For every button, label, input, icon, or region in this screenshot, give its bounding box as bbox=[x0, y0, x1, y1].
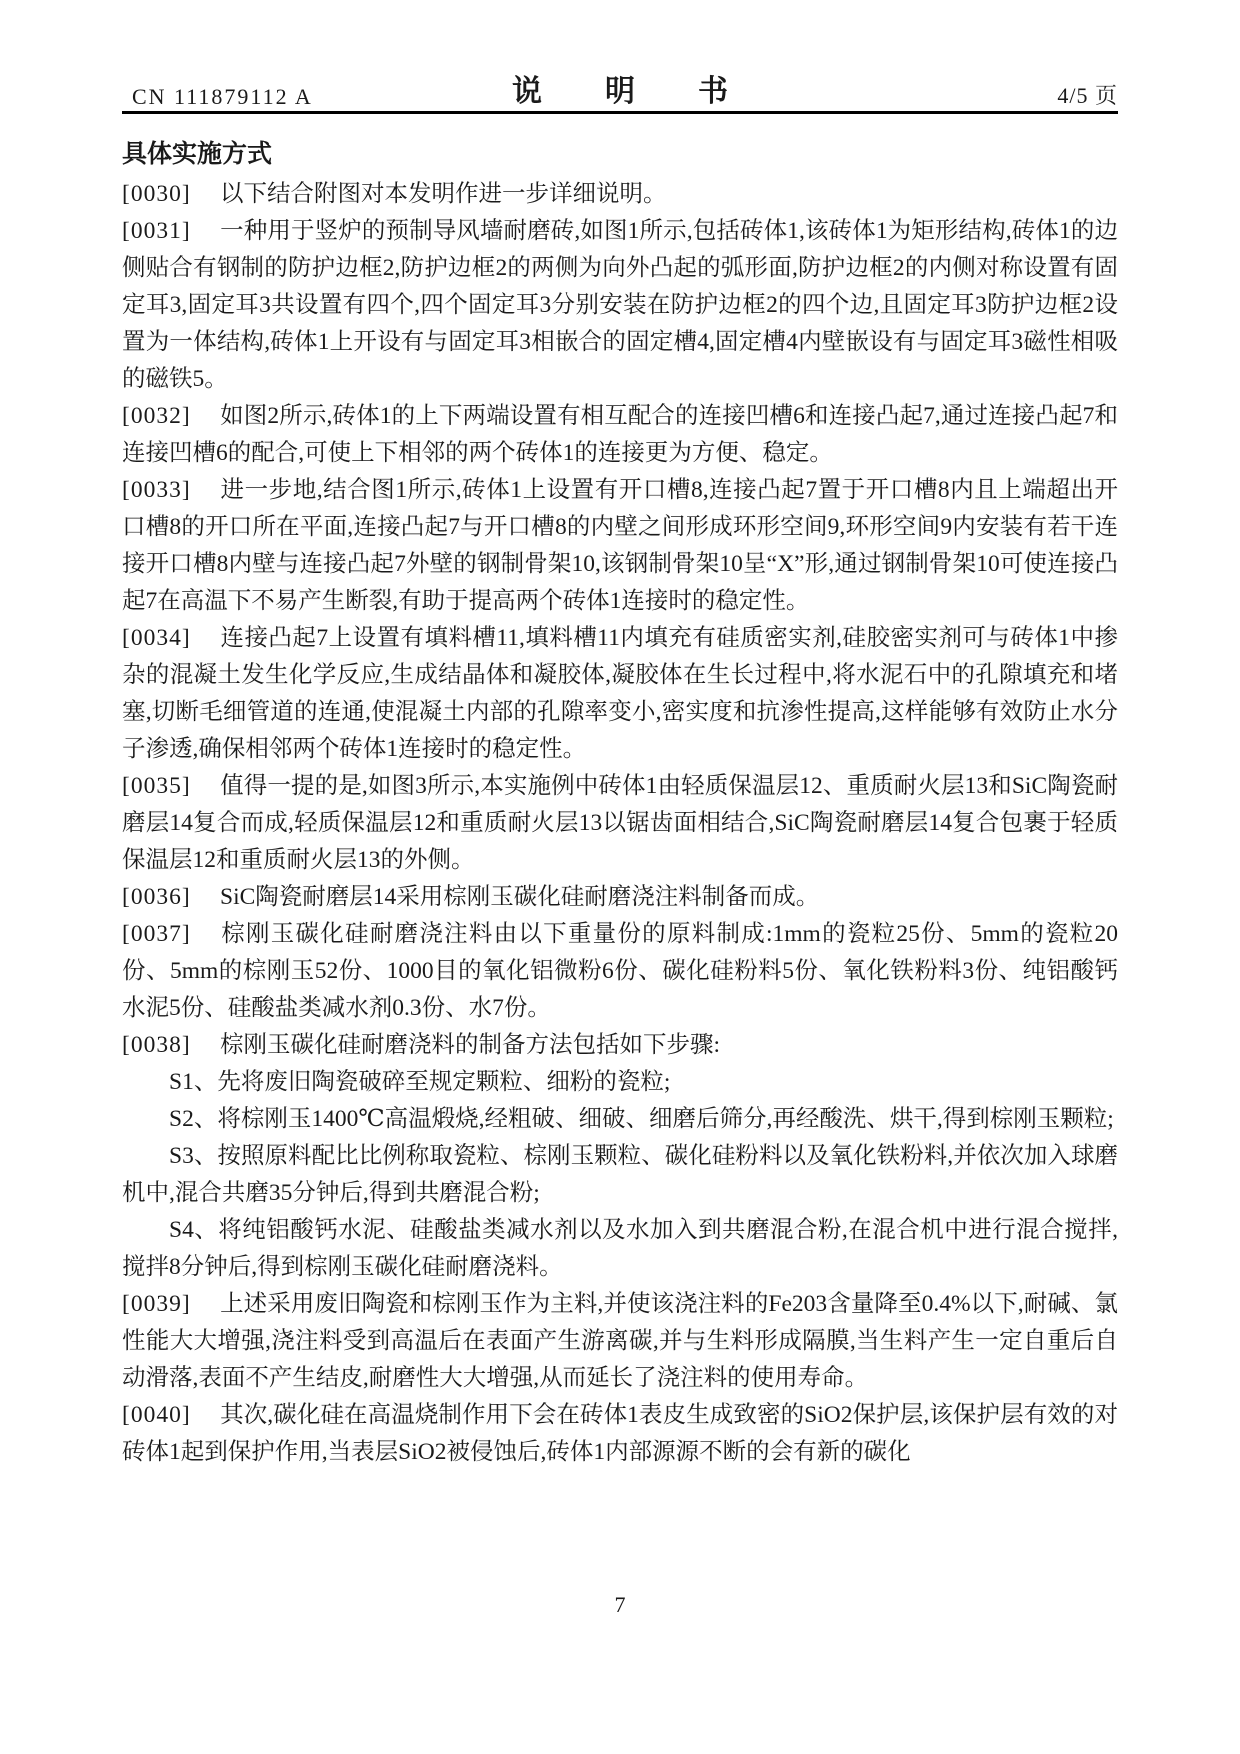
paragraph-text: 如图2所示,砖体1的上下两端设置有相互配合的连接凹槽6和连接凸起7,通过连接凸起7和连接凹槽6的配合,可使上下相邻的两个砖体1的连接更为方便、稳定。 bbox=[122, 403, 1118, 466]
page-footer bbox=[0, 1592, 1240, 1618]
paragraph-text: 连接凸起7上设置有填料槽11,填料槽11内填充有硅质密实剂,硅胶密实剂可与砖体1中掺杂的混凝土发生化学反应,生成结晶体和凝胶体,凝胶体在生长过程中,将水泥石中的孔隙填充和堵塞,切断毛细管道的连通,使混凝土内部的孔隙率变小,密实度和抗渗性提高,这样能够有效防止水分子渗透,确保相邻两个砖体1连接时的稳定性。 bbox=[122, 625, 1118, 762]
description-body bbox=[122, 134, 1118, 1471]
paragraphs bbox=[122, 176, 1118, 1471]
paragraph-tag: [0035] bbox=[122, 773, 191, 799]
paragraph bbox=[122, 768, 1118, 879]
paragraph bbox=[122, 1027, 1118, 1064]
paragraph-text: 上述采用废旧陶瓷和棕刚玉作为主料,并使该浇注料的Fe203含量降至0.4%以下,耐碱、氯性能大大增强,浇注料受到高温后在表面产生游离碳,并与生料形成隔膜,当生料产生一定自重后自动滑落,表面不产生结皮,耐磨性大大增强,从而延长了浇注料的使用寿命。 bbox=[122, 1291, 1118, 1391]
paragraph bbox=[122, 398, 1118, 472]
paragraph-text: 棕刚玉碳化硅耐磨浇料的制备方法包括如下步骤: bbox=[220, 1032, 721, 1058]
page-indicator: 4/5 页 bbox=[1057, 83, 1118, 108]
paragraph-tag: [0036] bbox=[122, 884, 191, 910]
page-header bbox=[122, 74, 1118, 110]
paragraph-text: 棕刚玉碳化硅耐磨浇注料由以下重量份的原料制成:1mm的瓷粒25份、5mm的瓷粒20份、5mm的棕刚玉52份、1000目的氧化铝微粉6份、碳化硅粉料5份、氧化铁粉料3份、纯铝酸钙水泥5份、硅酸盐类减水剂0.3份、水7份。 bbox=[122, 921, 1118, 1021]
paragraph bbox=[122, 916, 1118, 1027]
paragraph bbox=[122, 1286, 1118, 1397]
paragraph-tag: [0030] bbox=[122, 181, 191, 207]
paragraph bbox=[122, 176, 1118, 213]
paragraph-tag: [0040] bbox=[122, 1402, 191, 1428]
paragraph-text: 其次,碳化硅在高温烧制作用下会在砖体1表皮生成致密的SiO2保护层,该保护层有效的对砖体1起到保护作用,当表层SiO2被侵蚀后,砖体1内部源源不断的会有新的碳化 bbox=[122, 1402, 1118, 1465]
paragraph-tag: [0039] bbox=[122, 1291, 191, 1317]
paragraph-text: S4、将纯铝酸钙水泥、硅酸盐类减水剂以及水加入到共磨混合粉,在混合机中进行混合搅拌,搅拌8分钟后,得到棕刚玉碳化硅耐磨浇料。 bbox=[122, 1217, 1118, 1280]
paragraph-text: 进一步地,结合图1所示,砖体1上设置有开口槽8,连接凸起7置于开口槽8内且上端超出开口槽8的开口所在平面,连接凸起7与开口槽8的内壁之间形成环形空间9,环形空间9内安装有若干连接开口槽8内壁与连接凸起7外壁的钢制骨架10,该钢制骨架10呈“X”形,通过钢制骨架10可使连接凸起7在高温下不易产生断裂,有助于提高两个砖体1连接时的稳定性。 bbox=[122, 477, 1118, 614]
paragraph bbox=[122, 620, 1118, 768]
paragraph-text: S2、将棕刚玉1400℃高温煅烧,经粗破、细破、细磨后筛分,再经酸洗、烘干,得到棕刚玉颗粒; bbox=[169, 1106, 1114, 1132]
header-rule bbox=[122, 111, 1118, 114]
paragraph-tag: [0033] bbox=[122, 477, 191, 503]
paragraph bbox=[122, 213, 1118, 398]
paragraph-text: S3、按照原料配比比例称取瓷粒、棕刚玉颗粒、碳化硅粉料以及氧化铁粉料,并依次加入球磨机中,混合共磨35分钟后,得到共磨混合粉; bbox=[122, 1143, 1118, 1206]
document-title: 说 明 书 bbox=[512, 75, 745, 108]
paragraph-tag: [0034] bbox=[122, 625, 191, 651]
paragraph bbox=[122, 1138, 1118, 1212]
page-number: 7 bbox=[614, 1592, 626, 1617]
paragraph-text: S1、先将废旧陶瓷破碎至规定颗粒、细粉的瓷粒; bbox=[169, 1069, 671, 1095]
paragraph-tag: [0037] bbox=[122, 921, 191, 947]
paragraph bbox=[122, 472, 1118, 620]
paragraph-text: SiC陶瓷耐磨层14采用棕刚玉碳化硅耐磨浇注料制备而成。 bbox=[220, 884, 820, 910]
paragraph bbox=[122, 879, 1118, 916]
paragraph bbox=[122, 1212, 1118, 1286]
paragraph-tag: [0038] bbox=[122, 1032, 191, 1058]
paragraph-text: 一种用于竖炉的预制导风墙耐磨砖,如图1所示,包括砖体1,该砖体1为矩形结构,砖体1的边侧贴合有钢制的防护边框2,防护边框2的两侧为向外凸起的弧形面,防护边框2的内侧对称设置有固定耳3,固定耳3共设置有四个,四个固定耳3分别安装在防护边框2的四个边,且固定耳3防护边框2设置为一体结构,砖体1上开设有与固定耳3相嵌合的固定槽4,固定槽4内壁嵌设有与固定耳3磁性相吸的磁铁5。 bbox=[122, 218, 1118, 392]
paragraph-tag: [0032] bbox=[122, 403, 191, 429]
paragraph-text: 值得一提的是,如图3所示,本实施例中砖体1由轻质保温层12、重质耐火层13和SiC陶瓷耐磨层14复合而成,轻质保温层12和重质耐火层13以锯齿面相结合,SiC陶瓷耐磨层14复合包裹于轻质保温层12和重质耐火层13的外侧。 bbox=[122, 773, 1118, 873]
section-heading: 具体实施方式 bbox=[122, 140, 273, 168]
paragraph bbox=[122, 1397, 1118, 1471]
paragraph-tag: [0031] bbox=[122, 218, 191, 244]
paragraph bbox=[122, 1101, 1118, 1138]
paragraph-text: 以下结合附图对本发明作进一步详细说明。 bbox=[220, 181, 667, 207]
document-number: CN 111879112 A bbox=[132, 84, 313, 109]
paragraph bbox=[122, 1064, 1118, 1101]
